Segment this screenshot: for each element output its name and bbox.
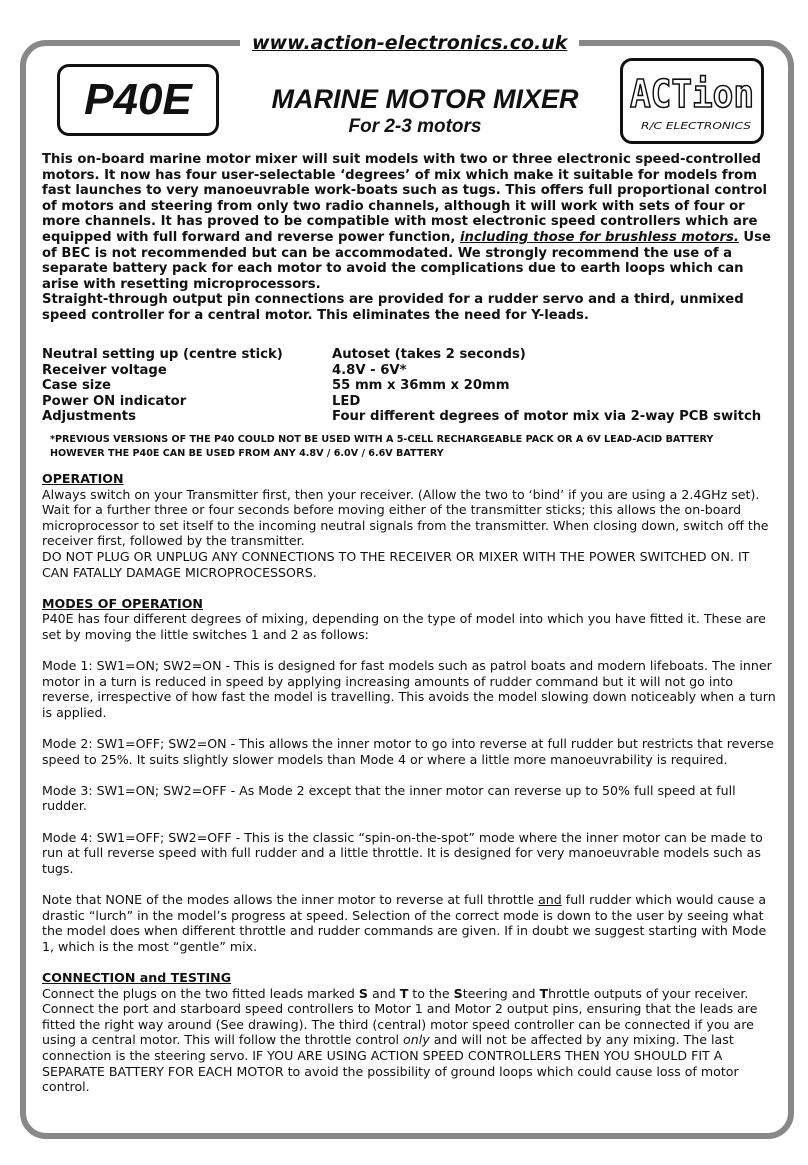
mode-2-text: Mode 2: SW1=OFF; SW2=ON - This allows the inner motor to go into reverse at full rudder but restricts that reverse speed to 25%. It suits slightly slower models than Mode 4 or where a little more manoeuvrability is required. <box>42 736 775 767</box>
spec-label: Power ON indicator <box>42 393 187 409</box>
spec-value: LED <box>332 393 361 409</box>
footnote-line-1: *PREVIOUS VERSIONS OF THE P40 COULD NOT BE USED WITH A 5-CELL RECHARGEABLE PACK OR A 6V LEAD-ACID BATTERY <box>50 434 714 445</box>
brushless-emphasis: including those for brushless motors. <box>459 229 739 245</box>
page-title: MARINE MOTOR MIXER <box>271 84 579 114</box>
spec-value: 4.8V - 6V* <box>332 362 407 378</box>
mode-4-text: Mode 4: SW1=OFF; SW2=OFF - This is the classic “spin-on-the-spot” mode where the inner motor can be made to run at full reverse speed with full rudder and a little throttle. It is designed for very manoeuvrable models such as tugs. <box>42 829 763 876</box>
spec-label: Adjustments <box>42 409 136 425</box>
modes-note: Note that NONE of the modes allows the inner motor to reverse at full throttle and full rudder which would cause a drastic “lurch” in the model’s progress at speed. Selection of the correct mode is down to the user by seeing what the model does when different throttle and rudder commands are given. If in doubt we suggest starting with Mode 1, which is the most “gentle” mix. <box>42 892 767 954</box>
operation-paragraph: Always switch on your Transmitter first, then your receiver. (Allow the two to ‘bind’ if you are using a 2.4GHz set). Wait for a further three or four seconds before moving either of the transmitter sticks; this allows the on-board microprocessor to set itself to the incoming neutral signals from the transmitter. When closing down, switch off the receiver first, followed by the transmitter. <box>42 486 769 549</box>
operation-heading: OPERATION <box>42 471 124 486</box>
website-url: www.action-electronics.co.uk <box>240 32 579 54</box>
modes-intro: P40E has four different degrees of mixing, depending on the type of model into which you have fitted it. These are set by moving the little switches 1 and 2 as follows: <box>42 611 766 642</box>
mode-3-text: Mode 3: SW1=ON; SW2=OFF - As Mode 2 except that the inner motor can reverse up to 50% full speed at full rudder. <box>42 782 736 814</box>
battery-footnote <box>50 433 785 461</box>
connection-paragraph: Connect the plugs on the two fitted leads marked S and T to the Steering and Throttle outputs of your receiver. Connect the port and starboard speed controllers to Motor 1 and Motor 2 output pins, ensuring that the leads are fitted the right way around (See drawing). The third (central) motor speed controller can be connected if you are using a central motor. This will follow the throttle control only and will not be affected by any mixing. The last connection is the steering servo. IF YOU ARE USING ACTION SPEED CONTROLLERS THEN YOU SHOULD FIT A SEPARATE BATTERY FOR EACH MOTOR to avoid the possibility of ground loops which could cause loss of motor control. <box>42 985 758 1095</box>
footnote-line-2: HOWEVER THE P40E CAN BE USED FROM ANY 4.8V / 6.0V / 6.6V BATTERY <box>50 448 444 459</box>
spec-value: Autoset (takes 2 seconds) <box>332 347 526 362</box>
mode-1-text: Mode 1: SW1=ON; SW2=ON - This is designed for fast models such as patrol boats and modern lifeboats. The inner motor in a turn is reduced in speed by applying increasing amounts of rudder command but it will not go into reverse, irrespective of how fast the model is travelling. This avoids the model slowing down noticeably when a turn is applied. <box>42 658 776 720</box>
intro-text <box>42 152 777 324</box>
spec-label: Case size <box>42 378 111 394</box>
spec-row <box>42 378 782 394</box>
model-badge <box>57 64 219 136</box>
spec-label: Receiver voltage <box>42 362 167 378</box>
spec-row <box>42 394 782 410</box>
spec-row <box>42 347 782 363</box>
model-name: P40E <box>84 75 192 124</box>
spec-value: 55 mm x 36mm x 20mm <box>332 378 510 394</box>
logo-main-text: ACTion <box>630 72 754 116</box>
spec-label: Neutral setting up (centre stick) <box>42 347 283 362</box>
spec-row <box>42 409 782 425</box>
spec-value: Four different degrees of motor mix via 2-way PCB switch <box>332 409 762 425</box>
instructions-body <box>42 471 780 1095</box>
spec-table <box>42 347 782 425</box>
intro-paragraph-2: Straight-through output pin connections are provided for a rudder servo and a third, unmixed speed controller for a central motor. This eliminates the need for Y-leads. <box>42 292 744 323</box>
page-subtitle: For 2-3 motors <box>348 116 482 137</box>
modes-heading: MODES OF OPERATION <box>42 595 203 611</box>
action-logo <box>620 58 764 144</box>
connection-heading: CONNECTION and TESTING <box>42 970 232 985</box>
spec-row <box>42 363 782 379</box>
and-emphasis: and <box>538 892 562 908</box>
intro-paragraph-1: This on-board marine motor mixer will suit models with two or three electronic speed-controlled motors. It now has four user-selectable ‘degrees’ of mix which make it suitable for models from fast launches to very manoeuvrable work-boats such as tugs. This offers full proportional control of motors and steering from only two radio channels, although it will work with sets of four or more channels. It has proved to be compatible with most electronic speed controllers which are equipped with full forward and reverse power function, including those for brushless motors. Use of BEC is not recommended but can be accommodated. We strongly recommend the use of a separate battery pack for each motor to avoid the complications due to earth loops which can arise with resetting microprocessors. <box>42 152 771 292</box>
operation-warning: DO NOT PLUG OR UNPLUG ANY CONNECTIONS TO THE RECEIVER OR MIXER WITH THE POWER SWITCHED ON. IT CAN FATALLY DAMAGE MICROPROCESSORS. <box>42 548 750 580</box>
logo-sub-text: R/C ELECTRONICS <box>641 121 752 132</box>
